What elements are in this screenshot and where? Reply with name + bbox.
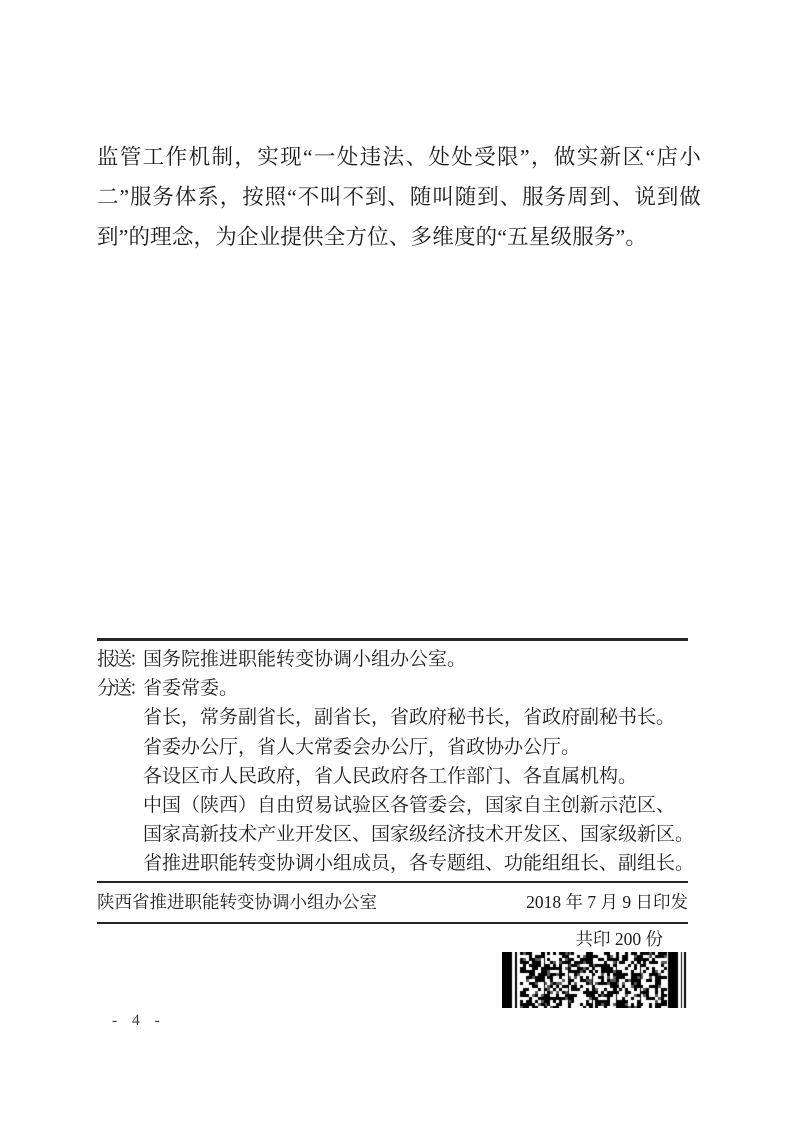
report-to-label: 报送： (97, 649, 146, 670)
distribution-row-copy-to (97, 674, 717, 703)
distribution-row-report-to (97, 645, 717, 674)
distribution-text: 国家高新技术产业开发区、国家级经济技术开发区、国家级新区。 (143, 824, 695, 846)
distribution-row (97, 791, 717, 820)
page-number: - 4 - (112, 1012, 163, 1029)
distribution-top-rule (97, 638, 688, 641)
report-to-text: 国务院推进职能转变协调小组办公室。 (143, 649, 467, 670)
footer-top-rule (97, 881, 688, 883)
body-line: 到”的理念，为企业提供全方位、多维度的“五星级服务”。 (97, 225, 648, 249)
copies-count: 共印 200 份 (575, 929, 663, 949)
body-line: 二”服务体系，按照“不叫不到、随叫随到、服务周到、说到做 (97, 185, 701, 209)
body-paragraph (97, 137, 701, 257)
issuing-office: 陕西省推进职能转变协调小组办公室 (97, 892, 377, 912)
body-line: 监管工作机制，实现“一处违法、处处受限”，做实新区“店小 (97, 145, 701, 169)
print-date: 2018 年 7 月 9 日印发 (526, 892, 688, 912)
distribution-row (97, 703, 717, 732)
distribution-text: 省委办公厅，省人大常委会办公厅，省政协办公厅。 (143, 736, 581, 758)
barcode-2d-icon (502, 952, 688, 1008)
distribution-text: 省长，常务副省长，副省长，省政府秘书长，省政府副秘书长。 (143, 707, 676, 729)
distribution-row (97, 762, 717, 791)
distribution-text: 各设区市人民政府，省人民政府各工作部门、各直属机构。 (143, 765, 638, 787)
copy-to-label: 分送： (97, 678, 146, 700)
distribution-text: 省推进职能转变协调小组成员，各专题组、功能组组长、副组长。 (143, 853, 695, 875)
distribution-row (97, 849, 717, 878)
distribution-row (97, 733, 717, 762)
distribution-row (97, 820, 717, 849)
distribution-block (97, 645, 717, 879)
distribution-text: 中国（陕西）自由贸易试验区各管委会，国家自主创新示范区、 (143, 795, 676, 817)
footer-bottom-rule (97, 922, 688, 924)
copy-to-text: 省委常委。 (143, 678, 239, 700)
issuer-row (97, 891, 688, 913)
